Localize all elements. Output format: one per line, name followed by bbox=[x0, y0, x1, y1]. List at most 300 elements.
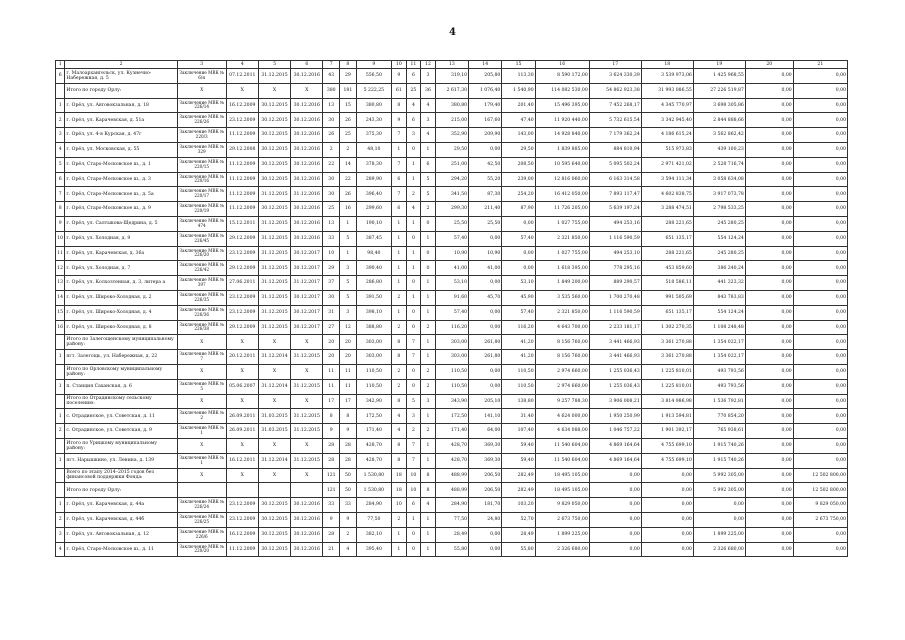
address-cell: г. Орёл, ул. Холодная, д. 7 bbox=[65, 261, 177, 276]
table-cell: 31.12.2014 bbox=[258, 350, 290, 365]
table-cell: 7 452 268,17 bbox=[589, 98, 641, 113]
document-cell: Заключение МВК № 2 bbox=[177, 409, 226, 424]
column-number: 6 bbox=[291, 61, 323, 69]
table-cell: 31.12.2015 bbox=[258, 261, 290, 276]
table-cell: X bbox=[226, 438, 258, 453]
table-cell: 0 bbox=[406, 364, 421, 379]
table-cell: 31.12.2015 bbox=[258, 320, 290, 335]
table-cell: 0,00 bbox=[745, 276, 793, 291]
table-cell: 7 bbox=[392, 128, 407, 143]
table-cell: 26.09.2011 bbox=[226, 424, 258, 439]
table-cell: 651 135,17 bbox=[641, 231, 693, 246]
table-cell: 2 bbox=[323, 142, 340, 157]
table-cell: 8 156 760,00 bbox=[535, 350, 589, 365]
table-cell: 0 bbox=[406, 276, 421, 291]
table-cell: X bbox=[291, 438, 323, 453]
table-cell: 7 893 117,47 bbox=[589, 187, 641, 202]
document-cell: Заключение МВК № 329 bbox=[177, 142, 226, 157]
table-cell: 0,00 bbox=[793, 128, 847, 143]
table-cell: 251,00 bbox=[435, 157, 468, 172]
table-cell: 50 bbox=[340, 468, 357, 483]
table-cell: 288 221,65 bbox=[641, 246, 693, 261]
table-cell: 36 bbox=[421, 83, 436, 98]
document-cell: Заключение МВК № 220/3 bbox=[177, 128, 226, 143]
table-cell bbox=[56, 394, 65, 409]
table-cell: 6 bbox=[56, 172, 65, 187]
table-cell: 5 bbox=[421, 187, 436, 202]
table-cell: 3 441 466,93 bbox=[589, 335, 641, 350]
table-cell: 2 bbox=[406, 424, 421, 439]
table-cell: 2 bbox=[56, 512, 65, 527]
table-cell: 1 bbox=[406, 261, 421, 276]
subtotal-row bbox=[56, 438, 848, 453]
table-cell: X bbox=[258, 364, 290, 379]
table-cell: 0,00 bbox=[793, 98, 847, 113]
table-cell: 10 595 640,00 bbox=[535, 157, 589, 172]
table-cell: 206,50 bbox=[469, 483, 502, 498]
table-cell: 2 bbox=[392, 512, 407, 527]
table-cell: 0,00 bbox=[745, 187, 793, 202]
table-cell: 5 bbox=[340, 231, 357, 246]
table-cell: 0,00 bbox=[641, 468, 693, 483]
table-row bbox=[56, 379, 848, 394]
table-cell: 25 bbox=[406, 83, 421, 98]
table-cell: 3 361 270,88 bbox=[641, 335, 693, 350]
table-cell: 10,90 bbox=[435, 246, 468, 261]
column-number: 13 bbox=[435, 61, 468, 69]
table-cell: 1 bbox=[56, 453, 65, 468]
table-cell: 20 bbox=[323, 335, 340, 350]
table-cell: 0,00 bbox=[793, 187, 847, 202]
table-cell: 5 639 197,24 bbox=[589, 202, 641, 217]
table-cell: 8 156 760,00 bbox=[535, 335, 589, 350]
table-cell: 16.12.2011 bbox=[226, 453, 258, 468]
table-cell: 1 618 395,00 bbox=[535, 261, 589, 276]
table-cell: 10 bbox=[323, 246, 340, 261]
address-cell: г. Орёл, Старо-Московское ш., д. 9 bbox=[65, 202, 177, 217]
table-cell: 1 255 036,43 bbox=[589, 379, 641, 394]
table-cell: 77,50 bbox=[435, 512, 468, 527]
table-cell: 2 bbox=[392, 379, 407, 394]
table-cell: 0,00 bbox=[641, 483, 693, 498]
table-cell: 30.12.2016 bbox=[291, 527, 323, 542]
table-cell: 0,00 bbox=[745, 379, 793, 394]
table-cell: 0,00 bbox=[693, 498, 745, 513]
table-cell: 31 bbox=[323, 305, 340, 320]
table-cell: 30.12.2016 bbox=[291, 113, 323, 128]
table-cell: 0,00 bbox=[793, 276, 847, 291]
document-cell: Заключение МВК № 226/14 bbox=[177, 98, 226, 113]
address-cell: г. Орёл, ул. Карачевская, д. 51а bbox=[65, 113, 177, 128]
table-cell: 0,00 bbox=[793, 202, 847, 217]
table-cell: 1 bbox=[421, 512, 436, 527]
document-cell: Заключение МВК № 226/42 bbox=[177, 261, 226, 276]
table-cell: 1 302 270,35 bbox=[641, 320, 693, 335]
document-cell: Заключение МВК № 226/26 bbox=[177, 113, 226, 128]
table-cell: 23.12.2009 bbox=[226, 512, 258, 527]
table-row bbox=[56, 172, 848, 187]
table-cell: 0,00 bbox=[469, 305, 502, 320]
document-cell: X bbox=[177, 335, 226, 350]
table-cell: 1 bbox=[56, 379, 65, 394]
table-cell: 0,00 bbox=[589, 512, 641, 527]
address-cell: г. Орёл, ул. Автовокзальная, д. 12 bbox=[65, 527, 177, 542]
table-cell: 342,90 bbox=[356, 394, 391, 409]
table-cell: 30.12.2015 bbox=[258, 142, 290, 157]
table-cell: 9 bbox=[323, 424, 340, 439]
column-number: 1 bbox=[56, 61, 65, 69]
table-cell: 12 502 800,00 bbox=[793, 468, 847, 483]
table-cell: 114 082 530,00 bbox=[535, 83, 589, 98]
document-cell: X bbox=[177, 83, 226, 98]
table-cell: X bbox=[291, 468, 323, 483]
table-cell: 556,50 bbox=[356, 69, 391, 84]
table-cell: 57,40 bbox=[502, 305, 535, 320]
table-cell: 0,00 bbox=[745, 542, 793, 557]
table-cell: 14 bbox=[56, 290, 65, 305]
table-cell: 0,00 bbox=[469, 379, 502, 394]
table-cell: 554 124,24 bbox=[693, 305, 745, 320]
table-cell: 8 bbox=[392, 98, 407, 113]
table-cell: 299,60 bbox=[356, 202, 391, 217]
table-cell: 428,70 bbox=[435, 438, 468, 453]
table-cell: 29 bbox=[340, 69, 357, 84]
table-row bbox=[56, 69, 848, 84]
table-cell: 770 854,20 bbox=[693, 409, 745, 424]
table-cell: 9 bbox=[56, 216, 65, 231]
table-cell: 87,90 bbox=[502, 202, 535, 217]
table-cell: 1 bbox=[56, 350, 65, 365]
table-cell: 391,50 bbox=[356, 290, 391, 305]
table-cell: 4 634 088,00 bbox=[535, 424, 589, 439]
address-cell: пгт. Залегощь, ул. Набережная, д. 22 bbox=[65, 350, 177, 365]
table-cell: 0,00 bbox=[745, 246, 793, 261]
table-cell: 5 222,25 bbox=[356, 83, 391, 98]
table-cell: 20 bbox=[340, 350, 357, 365]
table-cell: 25,50 bbox=[469, 216, 502, 231]
column-number: 14 bbox=[469, 61, 502, 69]
table-cell: 30.12.2016 bbox=[291, 231, 323, 246]
table-cell: 33 bbox=[340, 498, 357, 513]
table-cell: 28 bbox=[323, 453, 340, 468]
table-cell: 45,70 bbox=[469, 290, 502, 305]
table-cell: 1 bbox=[421, 305, 436, 320]
table-cell: 31.12.2015 bbox=[258, 246, 290, 261]
table-cell: 2 326 680,00 bbox=[535, 542, 589, 557]
table-cell: 24,80 bbox=[469, 512, 502, 527]
table-cell: 518 586,11 bbox=[641, 276, 693, 291]
table-cell: 0,00 bbox=[745, 453, 793, 468]
table-cell: 1 027 755,00 bbox=[535, 246, 589, 261]
table-row bbox=[56, 453, 848, 468]
table-cell: 31.12.2015 bbox=[291, 453, 323, 468]
table-cell: 05.06.2007 bbox=[226, 379, 258, 394]
table-cell: 488,99 bbox=[435, 483, 468, 498]
table-cell: 179,40 bbox=[469, 98, 502, 113]
table-cell: 18 495 105,00 bbox=[535, 468, 589, 483]
table-cell: 55,80 bbox=[435, 542, 468, 557]
table-cell: 30.12.2016 bbox=[291, 157, 323, 172]
subtotal-row bbox=[56, 483, 848, 498]
table-cell: 15 496 395,00 bbox=[535, 98, 589, 113]
document-cell: X bbox=[177, 364, 226, 379]
table-cell: 6 bbox=[406, 69, 421, 84]
table-cell: 1 839 885,00 bbox=[535, 142, 589, 157]
table-cell: 30.12.2017 bbox=[291, 246, 323, 261]
column-number: 8 bbox=[340, 61, 357, 69]
address-cell: п. Станция Саханская, д. 6 bbox=[65, 379, 177, 394]
document-cell: Заключение МВК № 220/20 bbox=[177, 542, 226, 557]
table-cell: 1 899 225,00 bbox=[693, 527, 745, 542]
table-cell: 57,40 bbox=[435, 305, 468, 320]
table-cell: 0,00 bbox=[793, 542, 847, 557]
table-cell: 98,40 bbox=[356, 246, 391, 261]
table-cell: 0,00 bbox=[745, 69, 793, 84]
table-cell: 1 915 740,26 bbox=[693, 438, 745, 453]
table-cell: 30.12.2015 bbox=[258, 172, 290, 187]
table-cell: 121 bbox=[323, 468, 340, 483]
table-cell: 369,30 bbox=[469, 438, 502, 453]
table-cell: 21 bbox=[323, 542, 340, 557]
address-cell: г. Орёл, ул. Колхозтенная, д. 3, литера а bbox=[65, 276, 177, 291]
table-cell: 375,30 bbox=[356, 128, 391, 143]
table-cell: 30.12.2015 bbox=[258, 202, 290, 217]
table-cell: 1 255 036,43 bbox=[589, 364, 641, 379]
table-cell: 31.03.2015 bbox=[258, 424, 290, 439]
document-cell: Заключение МВК № 5 bbox=[177, 379, 226, 394]
table-cell: 55,80 bbox=[502, 542, 535, 557]
table-cell: 0,00 bbox=[745, 231, 793, 246]
table-cell: 22 bbox=[323, 157, 340, 172]
subtotal-row bbox=[56, 335, 848, 350]
column-number: 19 bbox=[693, 61, 745, 69]
table-cell: 284,90 bbox=[435, 498, 468, 513]
table-cell: 0,00 bbox=[793, 438, 847, 453]
table-cell: 7 bbox=[406, 350, 421, 365]
table-cell: 27 bbox=[323, 320, 340, 335]
table-cell: 9 bbox=[340, 512, 357, 527]
table-row bbox=[56, 409, 848, 424]
table-cell: 1 076,40 bbox=[469, 83, 502, 98]
table-cell: 11 540 604,00 bbox=[535, 438, 589, 453]
table-cell: 0,00 bbox=[793, 157, 847, 172]
address-cell: г. Орёл, Старо-Московское ш., д. 5а bbox=[65, 187, 177, 202]
table-cell: 31.03.2015 bbox=[258, 409, 290, 424]
table-cell: 8 bbox=[392, 394, 407, 409]
table-cell: 303,00 bbox=[356, 335, 391, 350]
subtotal-row bbox=[56, 364, 848, 379]
address-cell: г. Орёл, ул. Широко-Холодная, д. 8 bbox=[65, 320, 177, 335]
table-cell: 884 810,94 bbox=[589, 142, 641, 157]
table-cell: 31.12.2015 bbox=[258, 216, 290, 231]
table-cell: 211,40 bbox=[469, 202, 502, 217]
table-cell: 0,00 bbox=[745, 172, 793, 187]
table-row bbox=[56, 128, 848, 143]
table-cell: 378,30 bbox=[356, 157, 391, 172]
table-cell: 20.12.2011 bbox=[226, 350, 258, 365]
table-cell: 30.12.2015 bbox=[258, 113, 290, 128]
table-cell: 15 bbox=[56, 305, 65, 320]
table-cell: 11 bbox=[323, 364, 340, 379]
table-cell: 428,70 bbox=[356, 438, 391, 453]
table-cell: X bbox=[226, 468, 258, 483]
subtotal-row bbox=[56, 468, 848, 483]
table-cell bbox=[226, 483, 258, 498]
document-cell: Заключение МВК № 6/н bbox=[177, 69, 226, 84]
address-cell: с. Отрадинское, ул. Советская, д. 11 bbox=[65, 409, 177, 424]
subtotal-row bbox=[56, 394, 848, 409]
table-cell: 206,50 bbox=[469, 468, 502, 483]
table-cell: 215,00 bbox=[435, 113, 468, 128]
table-cell: 286,80 bbox=[356, 276, 391, 291]
table-cell: 5 bbox=[340, 290, 357, 305]
table-cell: 23.12.2009 bbox=[226, 290, 258, 305]
table-row bbox=[56, 202, 848, 217]
table-cell: 369,30 bbox=[469, 453, 502, 468]
table-cell: 0,00 bbox=[469, 542, 502, 557]
table-cell: 30 bbox=[323, 290, 340, 305]
table-cell: 515 973,83 bbox=[641, 142, 693, 157]
table-cell: 37 bbox=[323, 276, 340, 291]
table-cell: 3 906 008,21 bbox=[589, 394, 641, 409]
table-cell: 2 974 660,00 bbox=[535, 364, 589, 379]
table-cell: 116,20 bbox=[502, 320, 535, 335]
table-cell: X bbox=[291, 394, 323, 409]
table-cell: 428,70 bbox=[435, 453, 468, 468]
table-cell: 11 726 205,00 bbox=[535, 202, 589, 217]
table-cell: 18 495 105,00 bbox=[535, 483, 589, 498]
table-cell: 6 bbox=[406, 498, 421, 513]
document-cell: Заключение МВК № 474 bbox=[177, 216, 226, 231]
table-cell: 0,00 bbox=[502, 216, 535, 231]
table-cell: 0,00 bbox=[745, 290, 793, 305]
table-cell: 2 bbox=[421, 379, 436, 394]
table-cell: 0,00 bbox=[793, 364, 847, 379]
column-number: 3 bbox=[177, 61, 226, 69]
table-cell: 0,00 bbox=[745, 468, 793, 483]
table-cell: 1 bbox=[392, 542, 407, 557]
table-cell: 30 bbox=[323, 113, 340, 128]
table-cell: 48,10 bbox=[356, 142, 391, 157]
table-cell: 245 280,25 bbox=[693, 216, 745, 231]
table-cell: 2 326 680,00 bbox=[693, 542, 745, 557]
table-cell bbox=[258, 483, 290, 498]
table-cell: 1 225 810,01 bbox=[641, 379, 693, 394]
table-cell: 3 288 474,51 bbox=[641, 202, 693, 217]
table-cell: 9 829 050,00 bbox=[535, 498, 589, 513]
table-cell: 0,00 bbox=[641, 542, 693, 557]
table-cell: 167,60 bbox=[469, 113, 502, 128]
table-cell: 31.12.2015 bbox=[291, 350, 323, 365]
table-cell: 343,90 bbox=[435, 394, 468, 409]
table-cell: 4 bbox=[56, 142, 65, 157]
address-cell: г. Орёл, ул. Автовокзальная, д. 18 bbox=[65, 98, 177, 113]
table-cell: 0,00 bbox=[793, 172, 847, 187]
table-row bbox=[56, 187, 848, 202]
table-cell: 6 bbox=[406, 113, 421, 128]
table-cell: 1 536 792,81 bbox=[693, 394, 745, 409]
table-cell: 2 321 850,00 bbox=[535, 231, 589, 246]
table-cell: X bbox=[258, 468, 290, 483]
table-cell: 141,10 bbox=[469, 409, 502, 424]
table-cell: X bbox=[258, 335, 290, 350]
table-cell: 493 793,56 bbox=[693, 364, 745, 379]
table-row bbox=[56, 98, 848, 113]
table-cell: 0 bbox=[421, 216, 436, 231]
table-cell: 15.12.2011 bbox=[226, 216, 258, 231]
table-cell: 12 816 060,00 bbox=[535, 172, 589, 187]
table-cell: 28 bbox=[340, 438, 357, 453]
table-cell: 2 617,30 bbox=[435, 83, 468, 98]
table-cell: 16 bbox=[56, 320, 65, 335]
table-cell: 1 530,80 bbox=[356, 468, 391, 483]
table-row bbox=[56, 542, 848, 557]
table-cell: 341,50 bbox=[435, 187, 468, 202]
table-cell: 1 bbox=[421, 527, 436, 542]
column-number: 5 bbox=[258, 61, 290, 69]
table-cell: 2 bbox=[406, 187, 421, 202]
table-cell: 0,00 bbox=[793, 453, 847, 468]
table-row bbox=[56, 305, 848, 320]
table-cell: 30.12.2015 bbox=[258, 512, 290, 527]
table-cell: 41,20 bbox=[502, 350, 535, 365]
table-cell: 30.12.2015 bbox=[258, 128, 290, 143]
column-number: 21 bbox=[793, 61, 847, 69]
table-cell: 113,30 bbox=[502, 69, 535, 84]
table-cell: 31.12.2015 bbox=[258, 69, 290, 84]
table-cell: 41,00 bbox=[469, 261, 502, 276]
table-cell: 254,20 bbox=[502, 187, 535, 202]
table-cell: 0,00 bbox=[793, 231, 847, 246]
table-cell: 31.12.2017 bbox=[291, 276, 323, 291]
table-cell: 15 bbox=[340, 98, 357, 113]
document-cell: Заключение МВК № 226/36 bbox=[177, 305, 226, 320]
table-cell: 31.12.2015 bbox=[291, 409, 323, 424]
table-cell: 0,00 bbox=[793, 379, 847, 394]
table-cell: 208,50 bbox=[502, 157, 535, 172]
table-cell: 319,10 bbox=[435, 69, 468, 84]
table-cell: 7 bbox=[406, 335, 421, 350]
table-cell: X bbox=[291, 83, 323, 98]
table-cell: X bbox=[226, 335, 258, 350]
table-cell: 0,00 bbox=[745, 512, 793, 527]
table-cell: 1 425 968,55 bbox=[693, 69, 745, 84]
table-cell: 494 253,10 bbox=[589, 246, 641, 261]
column-number: 12 bbox=[421, 61, 436, 69]
table-cell: 4 bbox=[406, 202, 421, 217]
table-cell: 303,00 bbox=[435, 335, 468, 350]
table-cell: 57,40 bbox=[502, 231, 535, 246]
table-cell: 28,49 bbox=[502, 527, 535, 542]
table-cell: 554 124,24 bbox=[693, 231, 745, 246]
table-cell: 25 bbox=[340, 128, 357, 143]
table-cell bbox=[56, 83, 65, 98]
document-cell: Заключение МВК № 1 bbox=[177, 453, 226, 468]
table-row bbox=[56, 216, 848, 231]
table-cell: 4 bbox=[392, 424, 407, 439]
table-cell: 25,50 bbox=[435, 216, 468, 231]
table-cell: 4 bbox=[421, 498, 436, 513]
table-cell: 0,00 bbox=[793, 216, 847, 231]
table-cell: 30.12.2016 bbox=[291, 542, 323, 557]
table-cell: 11 bbox=[340, 364, 357, 379]
table-cell: 16.12.2009 bbox=[226, 98, 258, 113]
table-cell: 1 899 225,00 bbox=[535, 527, 589, 542]
table-cell: 33 bbox=[323, 498, 340, 513]
column-number: 16 bbox=[535, 61, 589, 69]
table-cell: 3 539 973,06 bbox=[641, 69, 693, 84]
document-cell: Заключение МВК № 226/25 bbox=[177, 512, 226, 527]
